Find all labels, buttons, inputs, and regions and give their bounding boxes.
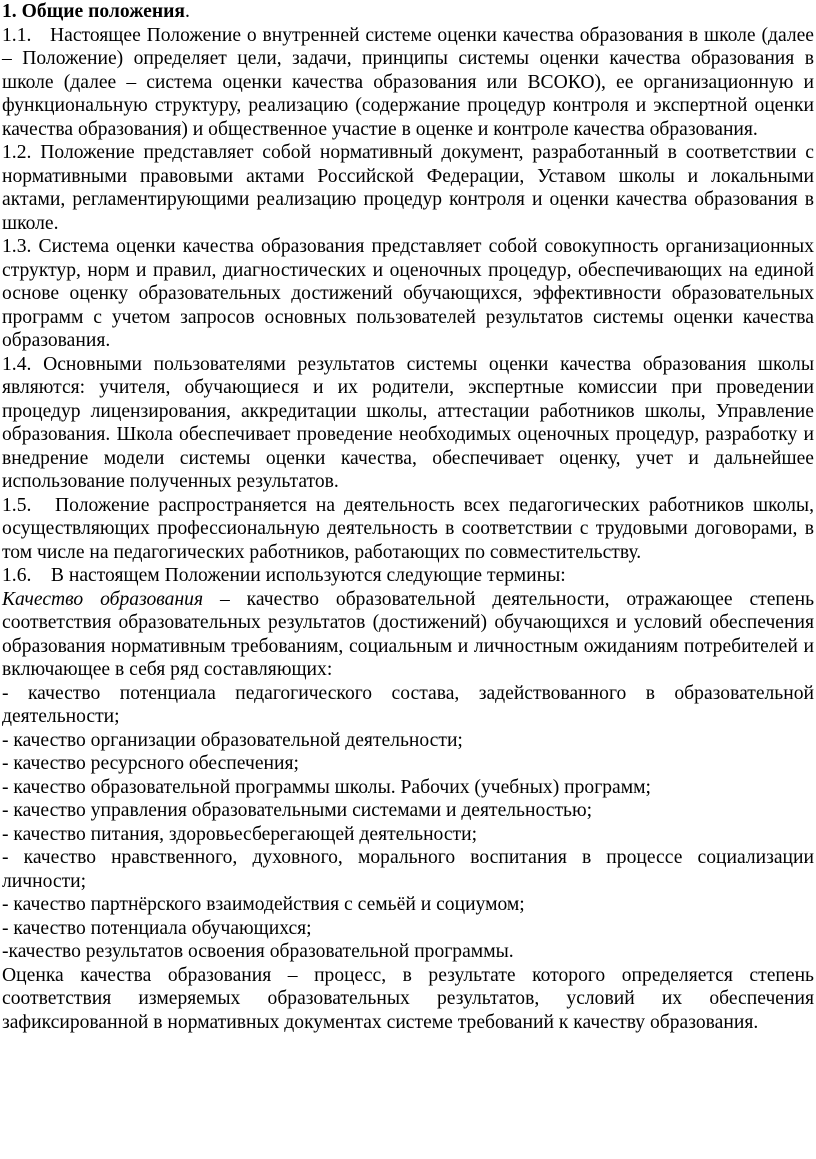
clause-text: Положение представляет собой нормативный документ, разработанный в соответствии с нормативными правовыми актами Российской Федерации, Уставом школы и локальными актами, регламентирующими реализацию процедур контроля и оценки качества образования в школе. xyxy=(2,142,814,234)
definition-quality xyxy=(2,588,814,682)
clause-1-5 xyxy=(2,494,814,565)
component-item: - качество партнёрского взаимодействия с семьёй и социумом; xyxy=(2,894,525,915)
assessment-definition: Оценка качества образования – процесс, в результате которого определяется степень соответствия измеряемых образовательных результатов, условий их обеспечения зафиксированной в нормативных документах системе требований к качеству образования. xyxy=(2,964,814,1033)
clause-text: Система оценки качества образования представляет собой совокупность организационных структур, норм и правил, диагностических и оценочных процедур, обеспечивающих на единой основе оценку образовательных достижений обучающихся, эффективности образовательных программ с учетом запросов основных пользователей результатов системы оценки качества образования. xyxy=(2,236,814,351)
clause-1-6 xyxy=(2,564,814,588)
section-number: 1. xyxy=(2,1,17,22)
clause-number: 1.1. xyxy=(2,24,32,46)
section-heading xyxy=(2,0,814,24)
clause-number: 1.5. xyxy=(2,494,32,516)
definition-text: – качество образовательной деятельности, отражающее степень соответствия образовательных результатов (достижений) обучающихся и условий обеспечения образования нормативным требованиям, социальным и личностным ожиданиям потребителей и включающее в себя ряд составляющих: xyxy=(2,588,815,680)
clause-number: 1.3. xyxy=(2,236,32,257)
component-item: - качество организации образовательной деятельности; xyxy=(2,729,463,751)
section-title-end: . xyxy=(185,1,190,22)
definition-term: Качество образования xyxy=(2,588,204,610)
component-item: - качество управления образовательными системами и деятельностью; xyxy=(2,800,593,821)
component-item: -качество результатов освоения образовательной программы. xyxy=(2,941,514,962)
clause-1-2 xyxy=(2,141,814,235)
component-item: - качество нравственного, духовного, морального воспитания в процессе социализации личности; xyxy=(2,847,814,892)
component-item: - качество ресурсного обеспечения; xyxy=(2,753,299,774)
clause-number: 1.2. xyxy=(2,142,32,163)
clause-text: Положение распространяется на деятельность всех педагогических работников школы, осуществляющих профессиональную деятельность в соответствии с трудовыми договорами, в том числе на педагогических работников, работающих по совместительству. xyxy=(2,494,814,563)
clause-text: Настоящее Положение о внутренней системе оценки качества образования в школе (далее – Положение) определяет цели, задачи, принципы системы оценки качества образования в школе (далее – система оценки качества образования или ВСОКО), ее организационную и функциональную структуру, реализацию (содержание процедур контроля и экспертной оценки качества образования) и общественное участие в оценке и контроле качества образования. xyxy=(2,24,814,140)
clause-1-3 xyxy=(2,235,814,353)
clause-number: 1.4. xyxy=(2,353,32,375)
section-title: Общие положения xyxy=(21,1,186,22)
component-item: - качество потенциала педагогического состава, задействованного в образовательной деятельности; xyxy=(2,682,814,727)
clause-text: Основными пользователями результатов системы оценки качества образования школы являются: учителя, обучающиеся и их родители, экспертные комиссии при проведении процедур лицензирования, аккредитации школы, аттестации работников школы, Управление образования. Школа обеспечивает проведение необходимых оценочных процедур, разработку и внедрение модели системы оценки качества, обеспечивает оценку, учет и дальнейшее использование полученных результатов. xyxy=(2,353,814,492)
clause-text: В настоящем Положении используются следующие термины: xyxy=(50,565,566,586)
clause-1-1 xyxy=(2,24,814,142)
component-item: - качество потенциала обучающихся; xyxy=(2,917,312,939)
component-item: - качество питания, здоровьесберегающей деятельности; xyxy=(2,823,478,845)
clause-number: 1.6. xyxy=(2,565,32,586)
clause-1-4 xyxy=(2,353,814,494)
component-item: - качество образовательной программы школы. Рабочих (учебных) программ; xyxy=(2,776,651,798)
